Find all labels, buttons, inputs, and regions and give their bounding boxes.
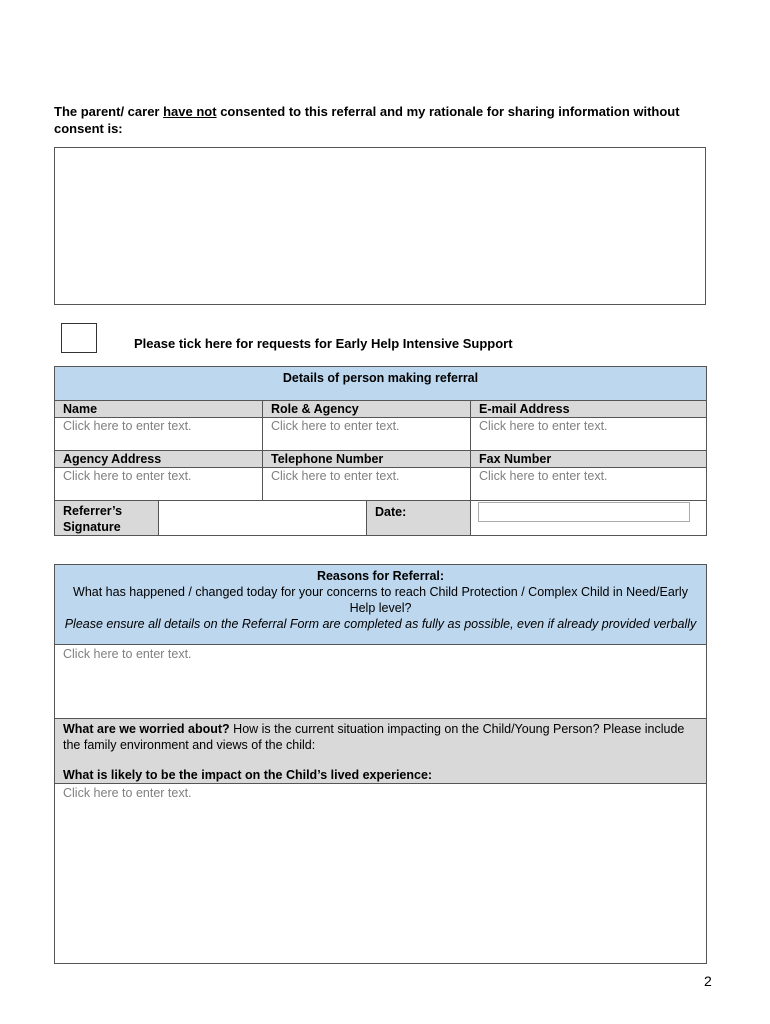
telephone-field[interactable]: Click here to enter text. bbox=[263, 468, 471, 501]
consent-underlined: have not bbox=[163, 104, 217, 119]
early-help-checkbox[interactable] bbox=[61, 323, 97, 353]
rationale-text-box[interactable] bbox=[54, 147, 706, 305]
early-help-checkbox-label: Please tick here for requests for Early Help Intensive Support bbox=[134, 336, 513, 351]
impact-label: What is likely to be the impact on the Child’s lived experience: bbox=[63, 768, 433, 782]
email-field[interactable]: Click here to enter text. bbox=[471, 418, 707, 451]
consent-text-after: consented to this referral and my rationale for sharing information without consent is: bbox=[54, 104, 680, 136]
referrer-details-table bbox=[54, 366, 707, 536]
agency-address-label: Agency Address bbox=[55, 451, 263, 468]
date-cell bbox=[471, 501, 707, 536]
worried-text: How is the current situation impacting on the Child/Young Person? Please include the family environment and views of the child: bbox=[63, 722, 685, 752]
consent-statement bbox=[54, 103, 714, 137]
email-label: E-mail Address bbox=[471, 401, 707, 418]
worried-field[interactable]: Click here to enter text. bbox=[55, 784, 707, 964]
role-agency-field[interactable]: Click here to enter text. bbox=[263, 418, 471, 451]
worried-bold: What are we worried about? bbox=[63, 722, 230, 736]
agency-address-field[interactable]: Click here to enter text. bbox=[55, 468, 263, 501]
consent-text-before: The parent/ carer bbox=[54, 104, 164, 119]
reasons-table bbox=[54, 564, 707, 964]
reasons-field[interactable]: Click here to enter text. bbox=[55, 645, 707, 719]
reasons-note: Please ensure all details on the Referral Form are completed as fully as possible, even if already provided verbally bbox=[64, 617, 697, 631]
details-header: Details of person making referral bbox=[55, 367, 707, 401]
fax-field[interactable]: Click here to enter text. bbox=[471, 468, 707, 501]
signature-field[interactable] bbox=[159, 501, 367, 536]
date-field[interactable] bbox=[478, 502, 690, 522]
worried-header bbox=[55, 719, 707, 784]
name-label: Name bbox=[55, 401, 263, 418]
telephone-label: Telephone Number bbox=[263, 451, 471, 468]
reasons-question: What has happened / changed today for your concerns to reach Child Protection / Complex Child in Need/Early Help level? bbox=[73, 585, 688, 615]
role-agency-label: Role & Agency bbox=[263, 401, 471, 418]
reasons-header bbox=[55, 565, 707, 645]
signature-label: Referrer’s Signature bbox=[55, 501, 159, 536]
date-label: Date: bbox=[367, 501, 471, 536]
reasons-title: Reasons for Referral: bbox=[316, 569, 445, 583]
fax-label: Fax Number bbox=[471, 451, 707, 468]
page-number: 2 bbox=[704, 973, 712, 989]
name-field[interactable]: Click here to enter text. bbox=[55, 418, 263, 451]
